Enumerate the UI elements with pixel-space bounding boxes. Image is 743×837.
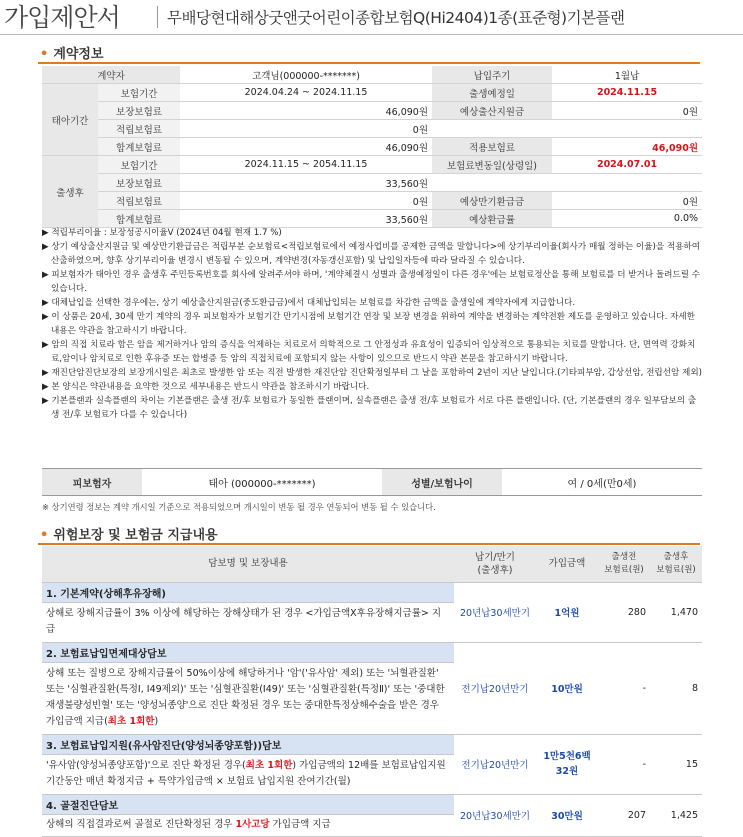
coverage-amount: 10만원: [536, 642, 598, 734]
birth-total-value: 33,560원: [180, 210, 432, 228]
fetal-guarantee-label: 보장보험료: [98, 102, 180, 120]
section-divider: [38, 62, 700, 64]
coverage-pre: 207: [598, 794, 650, 836]
birth-guarantee-value: 33,560원: [180, 174, 432, 192]
section-coverage-title: [40, 524, 218, 543]
empty-cell: [432, 120, 702, 138]
table-row: [42, 138, 702, 156]
age-note: ※ 상기연령 정보는 계약 개시일 기준으로 적용되었으며 개시일이 변동 될 경우 연동되어 변동 될 수 있습니다.: [42, 502, 436, 512]
due-date-value: 2024.11.15: [552, 84, 702, 102]
expected-refund-label: 예상환급률: [432, 210, 552, 228]
fetal-saving-label: 적립보험료: [98, 120, 180, 138]
coverage-term: 전기납20년만기: [454, 642, 536, 734]
coverage-post-header: 출생후 보험료(원): [650, 546, 702, 582]
expected-birth-refund-label: 예상출산지원금: [432, 102, 552, 120]
coverage-pre: 280: [598, 582, 650, 642]
gender-age-value: 여 / 0세(만0세): [502, 469, 702, 496]
maturity-refund-value: 0원: [552, 192, 702, 210]
table-row: [42, 642, 702, 662]
due-date-label: 출생예정일: [432, 84, 552, 102]
note-item: ▶ 재진단암진단보장의 보장개시일은 최초로 발생한 암 또는 직전 발생한 재진단암 진단확정일부터 그 날을 포함하여 2년이 지난 날입니다.(기타피부암, 갑상선암, 전립선암 제외): [42, 368, 702, 378]
coverage-desc-text: ) 가입금액의 12배를 보험료납입지원 기간동안 매년 확정지급 + 특약가입금액 × 보험료 납입지원 잔여기간(월): [46, 760, 446, 787]
fetal-period-value: 2024.04.24 ~ 2024.11.15: [180, 84, 432, 102]
birth-saving-value: 0원: [180, 192, 432, 210]
coverage-pre-header: 출생전 보험료(원): [598, 546, 650, 582]
coverage-title: 3. 보험료납입지원(유사암진단(양성뇌종양포함))담보: [42, 734, 454, 754]
note-item: ▶ 적립부리이율 : 보장성공시이율Ⅴ (2024년 04월 현재 1.7 %): [42, 228, 282, 238]
coverage-post: 8: [650, 642, 702, 734]
fetal-guarantee-value: 46,090원: [180, 102, 432, 120]
document-header: [0, 0, 743, 35]
product-name: 무배당현대해상굿앤굿어린이종합보험Q(Hi2404)1종(표준형)기본플랜: [167, 9, 625, 27]
change-date-value: 2024.07.01: [552, 156, 702, 174]
table-row: [42, 156, 702, 174]
expected-refund-value: 0.0%: [552, 210, 702, 228]
section-coverage-label: 위험보장 및 보험금 지급내용: [53, 528, 218, 543]
expected-birth-refund-value: 0원: [552, 102, 702, 120]
coverage-pre: -: [598, 642, 650, 734]
note-item: ▶ 대체납입을 선택한 경우에는, 상기 예상출산지원금(중도환급금)에서 대체납입되는 보험료를 차감한 금액을 출생일에 계약자에게 지급합니다.: [42, 298, 576, 308]
coverage-title: 1. 기본계약(상해후유장해): [42, 582, 454, 602]
birth-guarantee-label: 보장보험료: [98, 174, 180, 192]
table-row: [42, 582, 702, 602]
change-date-label: 보험료변동일(상령일): [432, 156, 552, 174]
coverage-name-header: 담보명 및 보장내용: [42, 546, 454, 582]
coverage-term: 전기납20년만기: [454, 734, 536, 794]
fetal-period-label: 보험기간: [98, 84, 180, 102]
coverage-post: 1,425: [650, 794, 702, 836]
table-row: [42, 469, 702, 496]
fetal-period-group-label: 태아기간: [42, 84, 98, 156]
table-header-row: [42, 546, 702, 582]
insured-table: [42, 468, 702, 496]
fetal-saving-value: 0원: [180, 120, 432, 138]
coverage-amount: 30만원: [536, 794, 598, 836]
coverage-post: 15: [650, 734, 702, 794]
coverage-post: 1,470: [650, 582, 702, 642]
coverage-desc-text: 가입금액 지급: [269, 819, 331, 830]
coverage-desc: [42, 754, 454, 794]
coverage-desc: 상해로 장해지급률이 3% 이상에 해당하는 장해상태가 된 경우 <가입금액X후유장해지급률> 지급: [42, 602, 454, 642]
applied-premium-value: 46,090원: [552, 138, 702, 156]
coverage-desc-highlight: 최초 1회한: [107, 716, 155, 727]
table-row: [42, 84, 702, 102]
section-divider: [38, 543, 700, 545]
section-contract-label: 계약정보: [53, 47, 104, 62]
coverage-amount: 1억원: [536, 582, 598, 642]
payment-cycle-value: 1월납: [552, 66, 702, 84]
table-row: [42, 734, 702, 754]
coverage-desc-text: ): [154, 716, 159, 727]
notes-block: [42, 226, 702, 422]
applied-premium-label: 적용보험료: [432, 138, 552, 156]
table-row: [42, 120, 702, 138]
table-row: [42, 794, 702, 814]
table-row: [42, 210, 702, 228]
coverage-table: [42, 546, 702, 837]
note-item: ▶ 암의 직접 치료라 함은 암을 제거하거나 암의 증식을 억제하는 치료로서 의학적으로 그 안정성과 유효성이 입증되어 임상적으로 통용되는 치료를 말합니다. 단, 면역력 강화치료,암이나 암치료로 인한 후유증 또는 합병증 등 암의 직접치료에 포함되지 않는 사항이 있으므로 반드시 약관 본문을 참고하시기 바랍니다.: [42, 340, 696, 364]
coverage-amount: 1만5천6백32원: [536, 734, 598, 794]
insured-value: 태아 (000000-*******): [142, 469, 382, 496]
coverage-term: 20년납30세만기: [454, 582, 536, 642]
table-row: [42, 66, 702, 84]
note-item: ▶ 이 상품은 20세, 30세 만기 계약의 경우 피보험자가 보험기간 만기시점에 보험기간 연장 및 보장 변경을 위하여 계약을 변경하는 계약전환 제도를 운영하고 있습니다. 자세한 내용은 약관을 참고하시기 바랍니다.: [42, 312, 695, 336]
maturity-refund-label: 예상만기환급금: [432, 192, 552, 210]
coverage-term-header: 납기/만기 (출생후): [454, 546, 536, 582]
table-row: [42, 192, 702, 210]
insured-label: 피보험자: [42, 469, 142, 496]
gender-age-label: 성별/보험나이: [382, 469, 502, 496]
birth-period-value: 2024.11.15 ~ 2054.11.15: [180, 156, 432, 174]
table-row: [42, 102, 702, 120]
bullet-dot-icon: •: [40, 47, 49, 62]
coverage-desc-highlight: 최초 1회한: [245, 760, 293, 771]
fetal-total-value: 46,090원: [180, 138, 432, 156]
birth-group-label: 출생후: [42, 156, 98, 228]
note-item: ▶ 기본플랜과 실속플랜의 차이는 기본플랜은 출생 전/후 보험료가 동일한 플랜이며, 실속플랜은 출생 전/후 보험료가 서로 다른 플랜입니다. (단, 기본플랜의 경우 일부담보의 출생 전/후 보험료가 다를 수 있습니다): [42, 396, 697, 420]
section-contract-title: [40, 43, 104, 62]
note-item: ▶ 상기 예상출산지원금 및 예상만기환급금은 적립부분 순보험료<적립보험료에서 예정사업비를 공제한 금액을 말합니다>에 상기부리이율(회사가 매월 정하는 이율)을 적용하여 산출하였으며, 향후 상기부리이율 변경시 변동될 수 있으며, 계약변경(자동갱신포함) 및 납입일자등에 따라 달라질 수 있습니다.: [42, 242, 701, 266]
contract-table: [42, 66, 702, 228]
contractor-label: 계약자: [42, 66, 180, 84]
coverage-desc-highlight: 1사고당: [235, 819, 270, 830]
coverage-desc: [42, 814, 454, 836]
coverage-desc: [42, 662, 454, 734]
bullet-dot-icon: •: [40, 528, 49, 543]
payment-cycle-label: 납입주기: [432, 66, 552, 84]
coverage-title: 2. 보험료납입면제대상담보: [42, 642, 454, 662]
birth-period-label: 보험기간: [98, 156, 180, 174]
contractor-value: 고객님(000000-*******): [180, 66, 432, 84]
coverage-title: 4. 골절진단담보: [42, 794, 454, 814]
coverage-amount-header: 가입금액: [536, 546, 598, 582]
coverage-desc-text: 상해의 직접결과로써 골절로 진단확정된 경우: [46, 819, 236, 830]
birth-saving-label: 적립보험료: [98, 192, 180, 210]
fetal-total-label: 합계보험료: [98, 138, 180, 156]
empty-cell: [432, 174, 702, 192]
note-item: ▶ 본 양식은 약관내용을 요약한 것으로 세부내용은 반드시 약관을 참조하시기 바랍니다.: [42, 382, 370, 392]
title-divider: [157, 6, 158, 28]
coverage-pre: -: [598, 734, 650, 794]
table-row: [42, 174, 702, 192]
document-title: 가입제안서: [4, 3, 120, 32]
note-item: ▶ 피보험자가 태아인 경우 출생후 주민등록번호를 회사에 알려주셔야 하며, '계약체결시 성별과 출생예정일이 다른 경우'에는 보험료정산을 통해 보험료를 더 받거나 돌려드릴 수 있습니다.: [42, 270, 701, 294]
coverage-term: 20년납30세만기: [454, 794, 536, 836]
birth-total-label: 합계보험료: [98, 210, 180, 228]
coverage-desc-text: '유사암(양성뇌종양포함)'으로 진단 확정된 경우(: [46, 760, 246, 771]
coverage-desc-text: 상해 또는 질병으로 장해지급률이 50%이상에 해당하거나 '암'('유사암' 제외) 또는 '뇌혈관질환' 또는 '심혈관질환(특정Ⅰ, I49제외)' 또는 '심혈관질환(I49)' 또는 '심혈관질환(특정Ⅱ)' 또는 '중대한재생불량성빈혈' 또는 '양성뇌종양'으로 진단 확정된 경우 또는 중대한특정상해수술을 받은 경우 가입금액 지급(: [46, 668, 445, 727]
